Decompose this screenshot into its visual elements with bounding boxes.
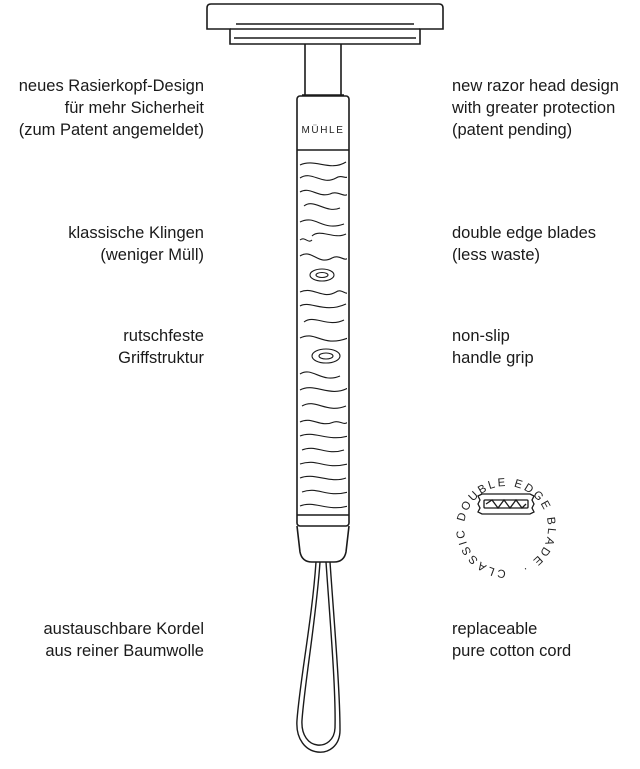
cotton-cord — [297, 562, 340, 752]
badge-ring-text: CLASSIC DOUBLE EDGE BLADE · — [454, 476, 558, 580]
label-line: (zum Patent angemeldet) — [18, 121, 204, 139]
label-line: klassische Klingen — [68, 224, 204, 242]
label-de-grip — [118, 325, 204, 369]
classic-blade-badge — [455, 477, 557, 580]
label-en-blades — [452, 222, 596, 266]
label-line: aus reiner Baumwolle — [45, 642, 204, 660]
label-line: non-slip — [452, 327, 510, 345]
label-line: handle grip — [452, 349, 534, 367]
label-de-cord — [43, 618, 204, 662]
label-de-razor-head — [19, 75, 204, 141]
label-line: für mehr Sicherheit — [64, 99, 204, 117]
label-line: (weniger Müll) — [100, 246, 204, 264]
label-line: Griffstruktur — [118, 349, 204, 367]
label-en-grip — [452, 325, 534, 369]
label-de-blades — [68, 222, 204, 266]
label-line: replaceable — [452, 620, 538, 638]
label-line: pure cotton cord — [452, 642, 572, 660]
label-line: austauschbare Kordel — [43, 620, 204, 638]
label-en-cord — [452, 618, 571, 662]
razor-head — [207, 4, 443, 95]
label-line: new razor head design — [452, 77, 619, 95]
razor-blade-icon — [478, 494, 534, 514]
label-line: double edge blades — [452, 224, 597, 242]
brand-logo: MÜHLE — [301, 125, 345, 136]
label-line: with greater protection — [452, 99, 616, 117]
label-line: (patent pending) — [452, 121, 573, 139]
grip-pattern — [300, 162, 348, 508]
label-en-razor-head — [452, 75, 619, 141]
label-line: neues Rasierkopf-Design — [18, 77, 204, 95]
label-line: (less waste) — [452, 246, 541, 264]
label-line: rutschfeste — [123, 327, 204, 345]
